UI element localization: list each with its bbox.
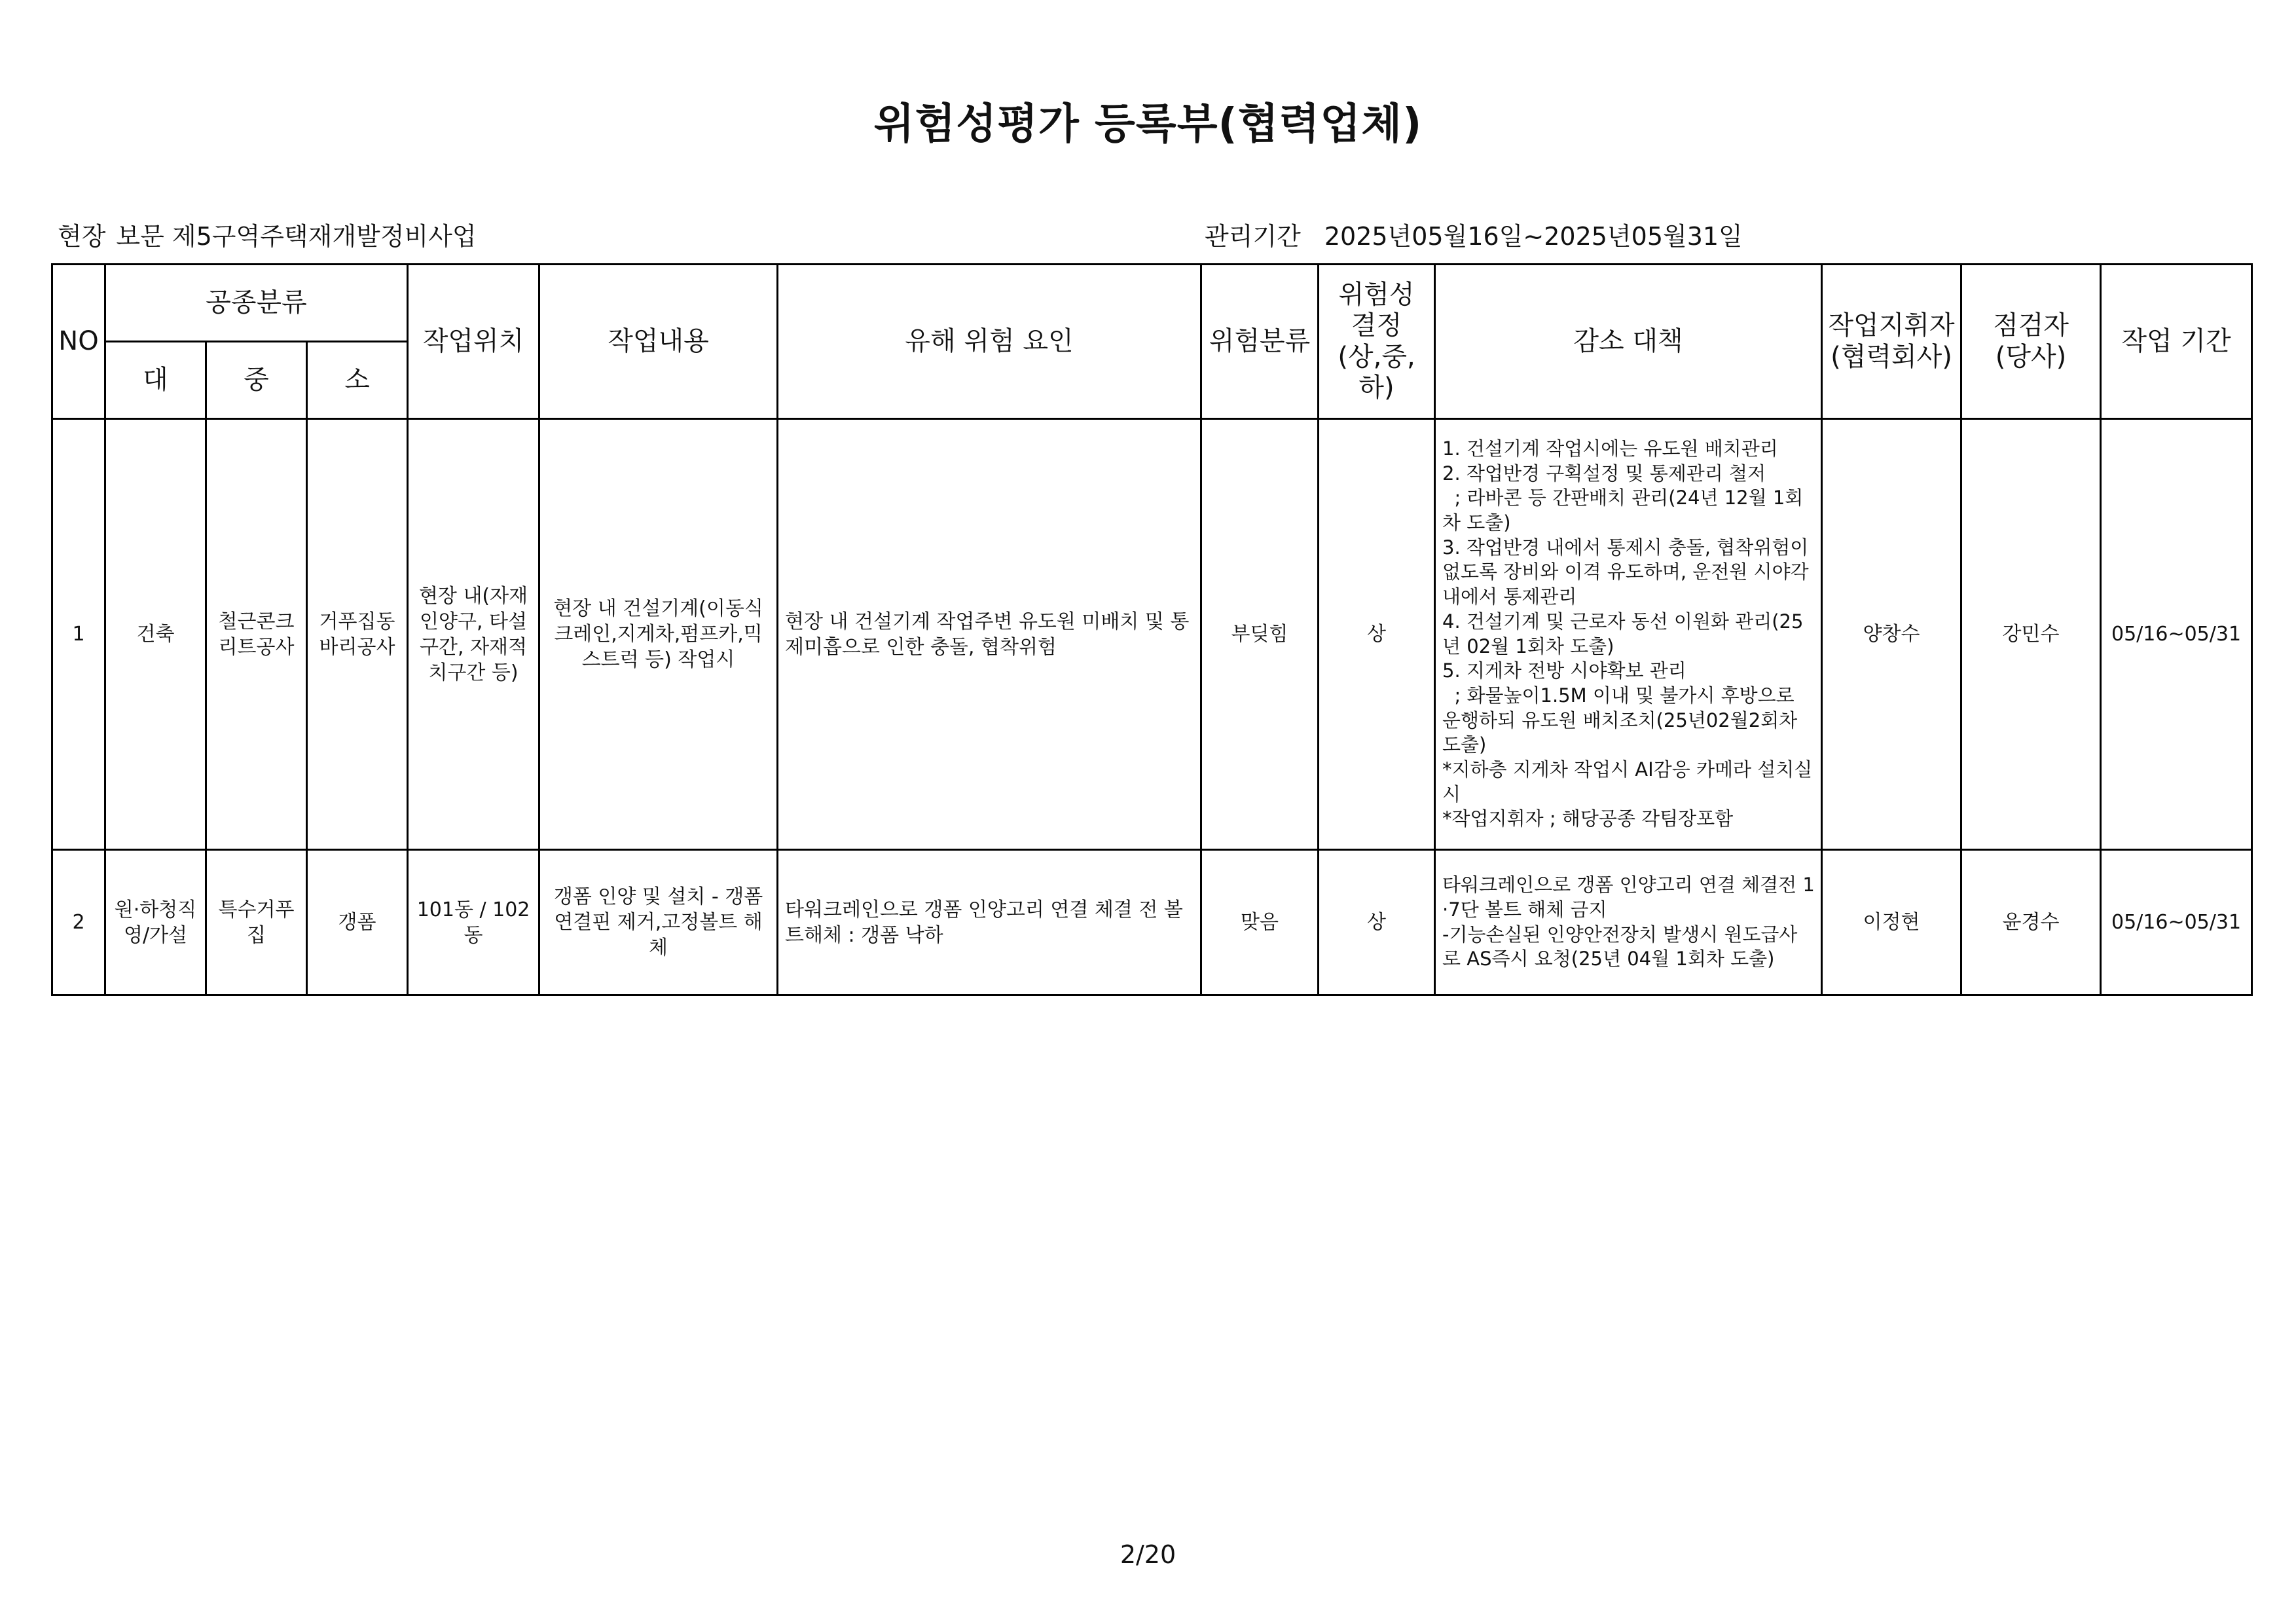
cell-hazard: 타워크레인으로 갱폼 인양고리 연결 체결 전 볼트해체 : 갱폼 낙하 [778, 850, 1201, 995]
measure-line: 타워크레인으로 갱폼 인양고리 연결 체결전 1·7단 볼트 해체 금지 [1442, 874, 1815, 921]
cell-no: 1 [52, 419, 105, 850]
cell-content: 갱폼 인양 및 설치 - 갱폼 연결핀 제거,고정볼트 해체 [539, 850, 778, 995]
page-number: 2/20 [1120, 1540, 1176, 1569]
header-period: 작업 기간 [2101, 265, 2252, 419]
cell-hazard: 현장 내 건설기계 작업주변 유도원 미배치 및 통제미흡으로 인한 충돌, 협착위험 [778, 419, 1201, 850]
measure-line: ; 라바콘 등 간판배치 관리(24년 12월 1회차 도출) [1442, 487, 1804, 534]
measure-line: 4. 건설기계 및 근로자 동선 이원화 관리(25년 02월 1회차 도출) [1442, 610, 1804, 657]
cell-risk-type: 부딪힘 [1201, 419, 1319, 850]
header-risk-level-line: 위험성 [1338, 280, 1415, 310]
header-no: NO [52, 265, 105, 419]
header-category: 공종분류 [105, 265, 408, 342]
header-inspector-line: 점검자 [1993, 310, 2069, 341]
cell-small: 갱폼 [307, 850, 408, 995]
cell-period: 05/16~05/31 [2101, 850, 2252, 995]
measure-line: 3. 작업반경 내에서 통제시 충돌, 협착위험이 없도록 장비와 이격 유도하며, 운전원 시야각내에서 통제관리 [1442, 536, 1809, 608]
cell-inspector: 윤경수 [1961, 850, 2101, 995]
header-risk-level-line: 결정 [1351, 310, 1402, 341]
header-supervisor-line: (협력회사) [1831, 341, 1952, 372]
header-hazard: 유해 위험 요인 [778, 265, 1201, 419]
period-info [1205, 216, 1743, 252]
cell-inspector: 강민수 [1961, 419, 2101, 850]
header-risk-type: 위험분류 [1201, 265, 1319, 419]
header-risk-level [1319, 265, 1435, 419]
measure-line: -기능손실된 인양안전장치 발생시 원도급사로 AS즉시 요청(25년 04월 1회차 도출) [1442, 923, 1798, 970]
measure-line: ; 화물높이1.5M 이내 및 불가시 후방으로 운행하되 유도원 배치조치(25년02월2회차 도출) [1442, 684, 1804, 756]
header-risk-level-line: (상,중, [1338, 341, 1415, 372]
cell-location: 101동 / 102동 [408, 850, 539, 995]
measure-line: 2. 작업반경 구획설정 및 통제관리 철저 [1442, 462, 1766, 485]
header-supervisor-line: 작업지휘자 [1828, 310, 1955, 341]
cell-medium: 철근콘크리트공사 [206, 419, 307, 850]
measure-line: 1. 건설기계 작업시에는 유도원 배치관리 [1442, 437, 1778, 460]
measure-line: 5. 지게차 전방 시야확보 관리 [1442, 659, 1686, 682]
header-inspector-line: (당사) [1995, 341, 2067, 372]
header-content: 작업내용 [539, 265, 778, 419]
measure-line: *지하층 지게차 작업시 AI감응 카메라 설치실시 [1442, 758, 1813, 805]
cell-risk-level: 상 [1319, 850, 1435, 995]
header-row-1 [52, 265, 2252, 342]
site-info [58, 216, 477, 252]
table-row [52, 419, 2252, 850]
header-measures: 감소 대책 [1435, 265, 1822, 419]
site-label: 현장 [58, 222, 106, 251]
cell-large: 건축 [105, 419, 206, 850]
cell-content: 현장 내 건설기계(이동식크레인,지게차,펌프카,믹스트럭 등) 작업시 [539, 419, 778, 850]
header-supervisor [1822, 265, 1961, 419]
header-cat-large: 대 [105, 342, 206, 419]
cell-large: 원·하청직영/가설 [105, 850, 206, 995]
page-title: 위험성평가 등록부(협력업체) [873, 100, 1423, 149]
period-value: 2025년05월16일~2025년05월31일 [1324, 222, 1743, 251]
header-risk-level-line: 하) [1358, 372, 1394, 403]
cell-medium: 특수거푸집 [206, 850, 307, 995]
cell-supervisor: 양창수 [1822, 419, 1961, 850]
period-label: 관리기간 [1205, 222, 1301, 251]
cell-no: 2 [52, 850, 105, 995]
measure-line: *작업지휘자 ; 해당공종 각팀장포함 [1442, 807, 1734, 830]
header-cat-small: 소 [307, 342, 408, 419]
cell-measures [1435, 850, 1822, 995]
cell-small: 거푸집동바리공사 [307, 419, 408, 850]
cell-measures [1435, 419, 1822, 850]
cell-location: 현장 내(자재 인양구, 타설구간, 자재적치구간 등) [408, 419, 539, 850]
site-value: 보문 제5구역주택재개발정비사업 [116, 222, 477, 251]
header-inspector [1961, 265, 2101, 419]
cell-supervisor: 이정현 [1822, 850, 1961, 995]
cell-risk-type: 맞음 [1201, 850, 1319, 995]
cell-risk-level: 상 [1319, 419, 1435, 850]
table-row [52, 850, 2252, 995]
cell-period: 05/16~05/31 [2101, 419, 2252, 850]
header-location: 작업위치 [408, 265, 539, 419]
header-cat-medium: 중 [206, 342, 307, 419]
risk-register-table [51, 263, 2253, 996]
